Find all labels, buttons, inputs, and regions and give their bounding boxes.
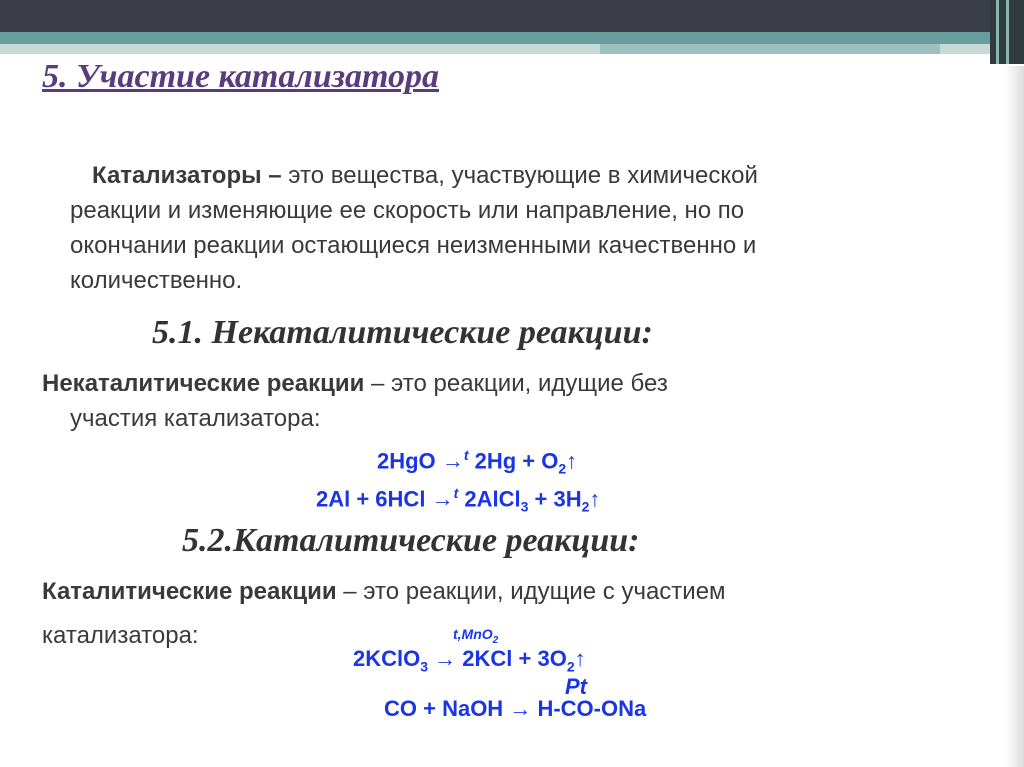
definition-text: это вещества, участвующие в химической bbox=[288, 162, 758, 189]
catalytic-line-1 bbox=[42, 574, 726, 609]
eq3-lhs: 2KClO bbox=[353, 646, 421, 671]
eq1-subscript: 2 bbox=[558, 460, 567, 477]
accent-tab bbox=[600, 44, 940, 54]
equation-kclo3 bbox=[353, 646, 586, 674]
eq2-sub-1: 3 bbox=[520, 498, 529, 515]
eq1-rhs: 2Hg + O bbox=[474, 448, 559, 474]
noncatalytic-text: – это реакции, идущие без bbox=[364, 370, 668, 397]
eq1-lhs: 2HgO bbox=[377, 448, 436, 474]
eq2-lhs: 2Al + 6HCl bbox=[316, 486, 426, 512]
definition-dash: – bbox=[261, 162, 289, 189]
equation-al-hcl bbox=[316, 485, 600, 515]
gas-arrow-icon: ↑ bbox=[574, 646, 586, 671]
noncatalytic-line-2: участия катализатора: bbox=[70, 405, 321, 432]
definition-term: Катализаторы bbox=[92, 162, 262, 189]
accent-tab-notch bbox=[820, 54, 940, 62]
corner-line bbox=[996, 0, 999, 64]
slide-title: 5. Участие катализатора bbox=[42, 58, 439, 95]
corner-line bbox=[1006, 0, 1009, 64]
eq2-rhs-2: + 3H bbox=[528, 486, 582, 512]
teal-stripe bbox=[0, 32, 1024, 44]
noncatalytic-line-1 bbox=[42, 366, 668, 401]
eq1-condition: t bbox=[463, 447, 469, 463]
eq2-rhs-1: 2AlCl bbox=[464, 486, 521, 512]
definition-line-3: окончании реакции остающиеся неизменными качественно и bbox=[70, 232, 757, 259]
catalytic-term: Каталитические реакции bbox=[42, 578, 337, 605]
gas-arrow-icon: ↑ bbox=[566, 448, 578, 474]
definition-line-4: количественно. bbox=[70, 267, 243, 294]
definition-line-2: реакции и изменяющие ее скорость или направление, но по bbox=[70, 197, 745, 224]
right-arrow-icon: → bbox=[434, 646, 457, 671]
eq3-condition: t,MnO$_2$ bbox=[453, 626, 499, 646]
eq3-lhs-sub: 3 bbox=[420, 658, 429, 675]
catalytic-text: – это реакции, идущие с участием bbox=[336, 578, 726, 605]
eq4-condition: Pt bbox=[565, 674, 587, 699]
section-heading-noncatalytic: 5.1. Некаталитические реакции: bbox=[152, 314, 653, 351]
gas-arrow-icon: ↑ bbox=[589, 486, 601, 512]
catalytic-line-2: катализатора: bbox=[42, 622, 199, 649]
section-heading-catalytic: 5.2.Каталитические реакции: bbox=[182, 522, 640, 559]
page-shadow bbox=[1004, 66, 1024, 767]
eq4-lhs: CO + NaOH bbox=[384, 696, 504, 721]
right-arrow-icon: → bbox=[431, 486, 454, 512]
eq4-rhs: H-CO-ONa bbox=[537, 696, 647, 721]
eq3-rhs-sub: 2 bbox=[566, 658, 575, 675]
equation-hgo bbox=[377, 447, 577, 477]
eq2-sub-2: 2 bbox=[581, 498, 590, 515]
eq3-rhs: 2KCl + 3O bbox=[462, 646, 567, 671]
noncatalytic-term: Некаталитические реакции bbox=[42, 370, 365, 397]
right-arrow-icon: → bbox=[441, 448, 464, 474]
definition-line-1 bbox=[92, 158, 758, 193]
eq2-condition: t bbox=[453, 485, 459, 501]
right-arrow-icon: → bbox=[509, 696, 532, 721]
top-bar bbox=[0, 0, 1024, 32]
equation-co-naoh bbox=[384, 696, 646, 722]
